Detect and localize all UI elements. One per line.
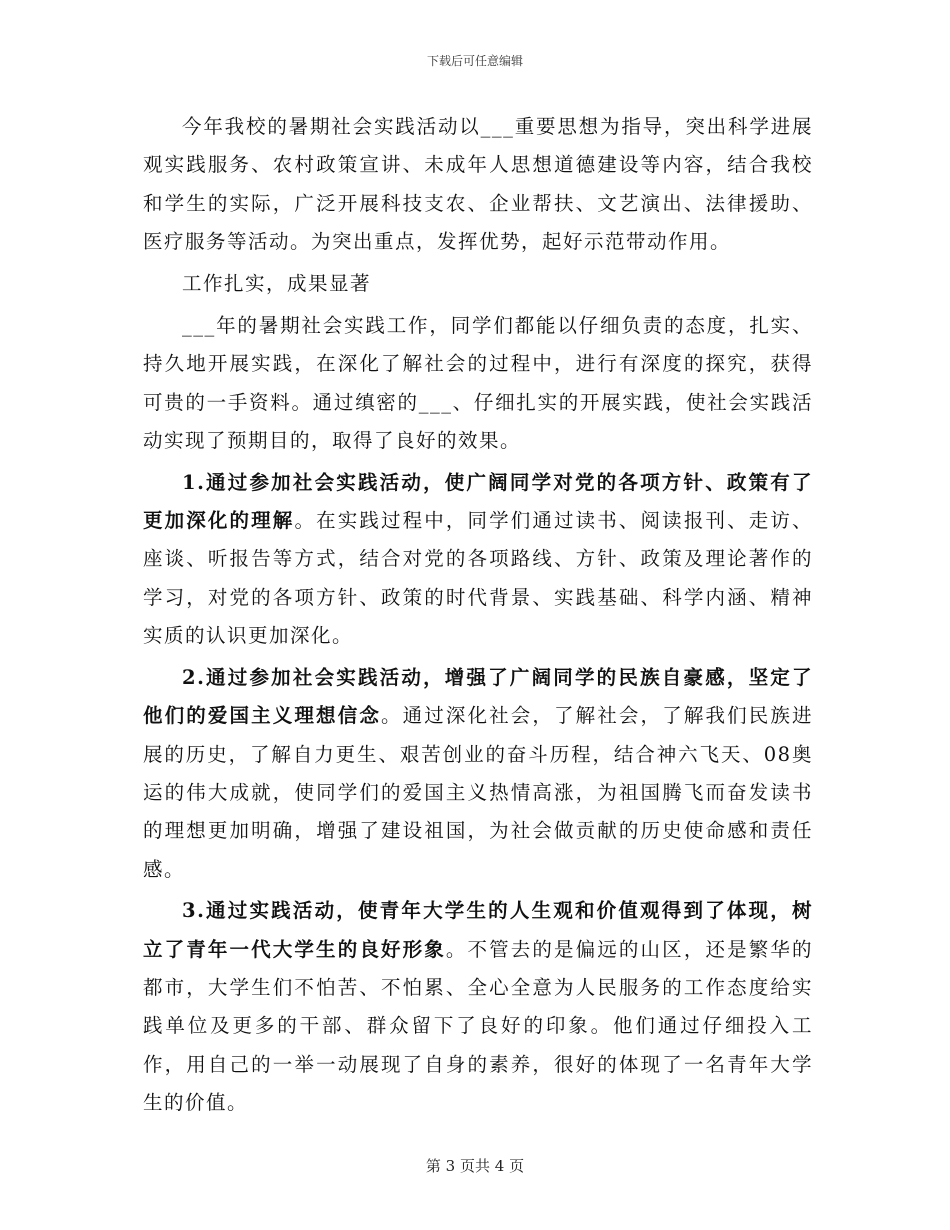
document-body (143, 108, 813, 1126)
paragraph-intro: 今年我校的暑期社会实践活动以___重要思想为指导，突出科学进展观实践服务、农村政策宣讲、未成年人思想道德建设等内容，结合我校和学生的实际，广泛开展科技支农、企业帮扶、文艺演出、法律援助、医疗服务等活动。为突出重点，发挥优势，起好示范带动作用。 (143, 115, 813, 254)
list-item-1-body: 。在实践过程中，同学们通过读书、阅读报刊、走访、座谈、听报告等方式，结合对党的各项路线、方针、政策及理论著作的学习，对党的各项方针、政策的时代背景、实践基础、科学内涵、精神实质的认识更加深化。 (143, 509, 813, 648)
paragraph-summary: ___年的暑期社会实践工作，同学们都能以仔细负责的态度，扎实、持久地开展实践，在深化了解社会的过程中，进行有深度的探究，获得可贵的一手资料。通过缜密的___、仔细扎实的开展实践，使社会实践活动实现了预期目的，取得了良好的效果。 (143, 314, 813, 453)
list-item-3 (143, 892, 813, 1122)
list-item-1-lead: 1.通过参加社会实践活动，使广阔同学对党的各项方针、政策有了更加深化的理解 (143, 470, 813, 533)
page-footer: 第 3 页共 4 页 (425, 1157, 525, 1175)
list-item-1 (143, 464, 813, 656)
list-item-3-lead: 3.通过实践活动，使青年大学生的人生观和价值观得到了体现，树立了青年一代大学生的良好形象 (143, 899, 813, 961)
list-item-3-body: 。不管去的是偏远的山区，还是繁华的都市，大学生们不怕苦、不怕累、全心全意为人民服务的工作态度给实践单位及更多的干部、群众留下了良好的印象。他们通过仔细投入工作，用自己的一举一动展现了自身的素养，很好的体现了一名青年大学生的价值。 (143, 937, 813, 1115)
list-item-2 (143, 659, 813, 889)
list-item-2-lead: 2.通过参加社会实践活动，增强了广阔同学的民族自豪感，坚定了他们的爱国主义理想信念 (143, 665, 813, 728)
page-header: 下载后可任意编辑 (426, 54, 523, 68)
section-heading: 工作扎实，成果显著 (182, 271, 372, 295)
list-item-2-body: 。通过深化社会，了解社会，了解我们民族进展的历史，了解自力更生、艰苦创业的奋斗历程，结合神六飞天、08奥运的伟大成就，使同学们的爱国主义热情高涨，为祖国腾飞而奋发读书的理想更加明确，增强了建设祖国，为社会做贡献的历史使命感和责任感。 (143, 704, 813, 881)
